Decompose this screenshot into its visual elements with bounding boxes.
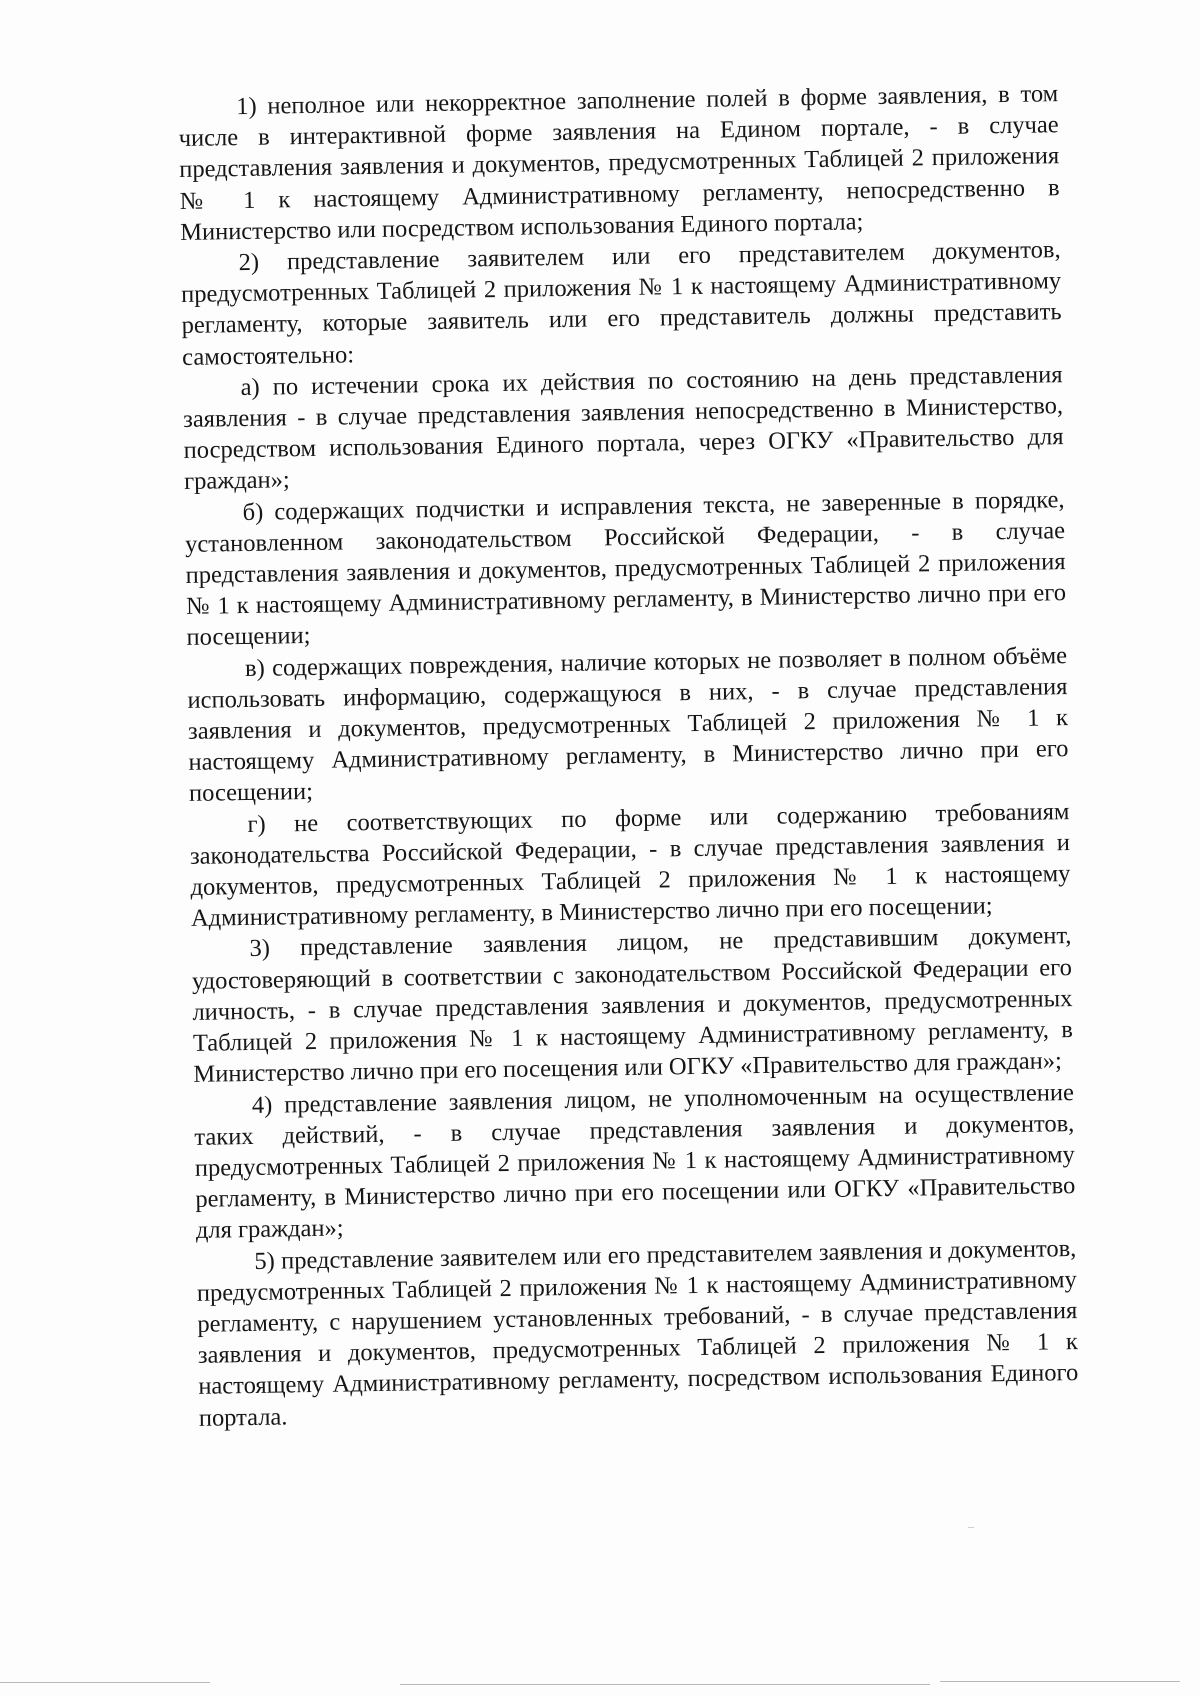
scan-edge-line (400, 1684, 930, 1685)
paragraph-subitem-b: б) содержащих подчистки и исправления текста, не заверенные в порядке, установленном законодательством Российской Федерации, - в случае представления заявления и документов, предусмотренных Таблицей 2 приложения № 1 к настоящему Административному регламенту, в Министерство лично при его посещении; (184, 485, 1067, 652)
paragraph-subitem-v: в) содержащих повреждения, наличие которых не позволяет в полном объёме использовать информацию, содержащуюся в них, - в случае представления заявления и документов, предусмотренных Таблицей 2 приложения № 1 к настоящему Административному регламенту, в Министерство лично при его посещении; (187, 641, 1069, 808)
scan-speck (968, 1527, 974, 1528)
scan-edge-line (0, 1682, 210, 1683)
paragraph-item-3: 3) представление заявления лицом, не представившим документ, удостоверяющий в соответствии с законодательством Российской Федерации его личность, - в случае представления заявления и документов, предусмотренных Таблицей 2 приложения № 1 к настоящему Административному регламенту, в Министерство лично при его посещения или ОГКУ «Правительство для граждан»; (191, 922, 1074, 1089)
paragraph-item-5: 5) представление заявителем или его представителем заявления и документов, предусмотренных Таблицей 2 приложения № 1 к настоящему Административному регламенту, с нарушением установленных требований, - в случае представления заявления и документов, предусмотренных Таблицей 2 приложения № 1 к настоящему Административному регламенту, посредством использования Единого портала. (196, 1234, 1079, 1432)
paragraph-subitem-g: г) не соответствующих по форме или содержанию требованиям законодательства Российской Федерации, - в случае представления заявления и документов, предусмотренных Таблицей 2 приложения № 1 к настоящему Административному регламенту, в Министерство лично при его посещении; (189, 797, 1071, 933)
paragraph-item-1: 1) неполное или некорректное заполнение полей в форме заявления, в том числе в интерактивной форме заявления на Едином портале, - в случае представления заявления и документов, предусмотренных Таблицей 2 приложения № 1 к настоящему Административному регламенту, непосредственно в Министерство или посредством использования Единого портала; (178, 80, 1060, 246)
paragraph-item-4: 4) представление заявления лицом, не уполномоченным на осуществление таких действий, - в случае представления заявления и документов, предусмотренных Таблицей 2 приложения № 1 к настоящему Административному регламенту, в Министерство лично при его посещении или ОГКУ «Правительство для граждан»; (194, 1078, 1076, 1245)
paragraph-item-2: 2) представление заявителем или его представителем документов, предусмотренных Таблицей 2 приложения № 1 к настоящему Административному регламенту, которые заявитель или его представитель должны представить самостоятельно: (180, 236, 1062, 371)
scan-edge-line (940, 1681, 1180, 1682)
paragraph-subitem-a: а) по истечении срока их действия по состоянию на день представления заявления - в случае представления заявления непосредственно в Министерство, посредством использования Единого портала, через ОГКУ «Правительство для граждан»; (182, 360, 1064, 496)
document-body (178, 78, 1079, 1433)
